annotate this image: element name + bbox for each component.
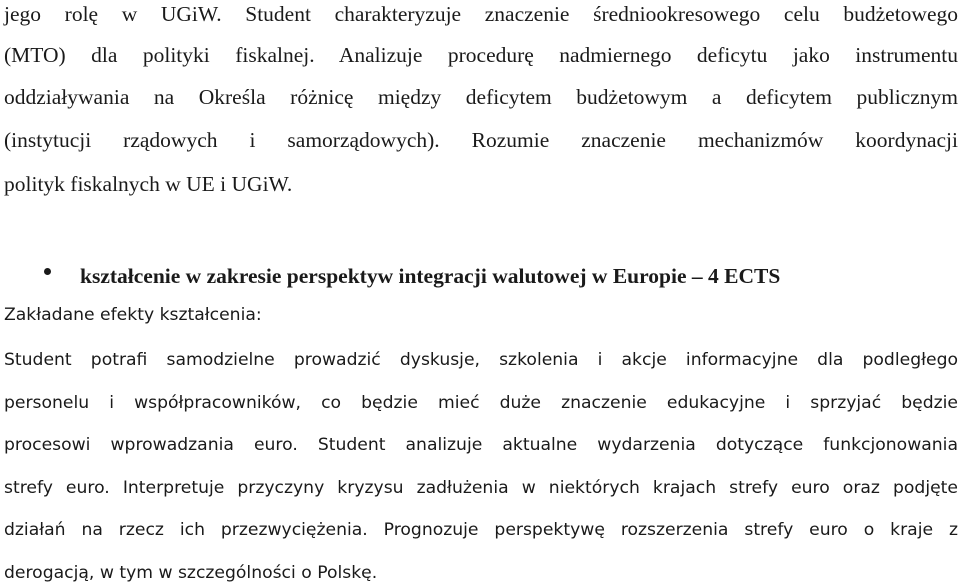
outcome-line: personelu i współpracowników, co będzie mieć duże znaczenie edukacyjne i sprzyjać będzie <box>4 393 958 413</box>
outcome-line: strefy euro. Interpretuje przyczyny kryzysu zadłużenia w niektórych krajach strefy euro oraz podjęte <box>4 478 958 498</box>
outcome-line: działań na rzecz ich przezwyciężenia. Prognozuje perspektywę rozszerzenia strefy euro o kraje z <box>4 520 958 540</box>
intro-line: polityk fiskalnych w UE i UGiW. <box>4 172 293 196</box>
outcome-line: derogacją, w tym w szczególności o Polskę. <box>4 563 378 583</box>
intro-line: (MTO) dla polityki fiskalnej. Analizuje procedurę nadmiernego deficytu jako instrumentu <box>4 43 958 67</box>
bullet-icon <box>44 268 51 275</box>
intro-line: (instytucji rządowych i samorządowych). Rozumie znaczenie mechanizmów koordynacji <box>4 128 958 152</box>
intro-line: jego rolę w UGiW. Student charakteryzuje znaczenie średniookresowego celu budżetowego <box>4 2 958 26</box>
outcome-line: procesowi wprowadzania euro. Student analizuje aktualne wydarzenia dotyczące funkcjonowania <box>4 435 958 455</box>
intro-line: oddziaływania na Określa różnicę między deficytem budżetowym a deficytem publicznym <box>4 85 958 109</box>
course-title: kształcenie w zakresie perspektyw integracji walutowej w Europie – 4 ECTS <box>80 264 781 288</box>
outcome-line: Student potrafi samodzielne prowadzić dyskusje, szkolenia i akcje informacyjne dla podległego <box>4 350 958 370</box>
outcomes-label: Zakładane efekty kształcenia: <box>4 305 262 325</box>
